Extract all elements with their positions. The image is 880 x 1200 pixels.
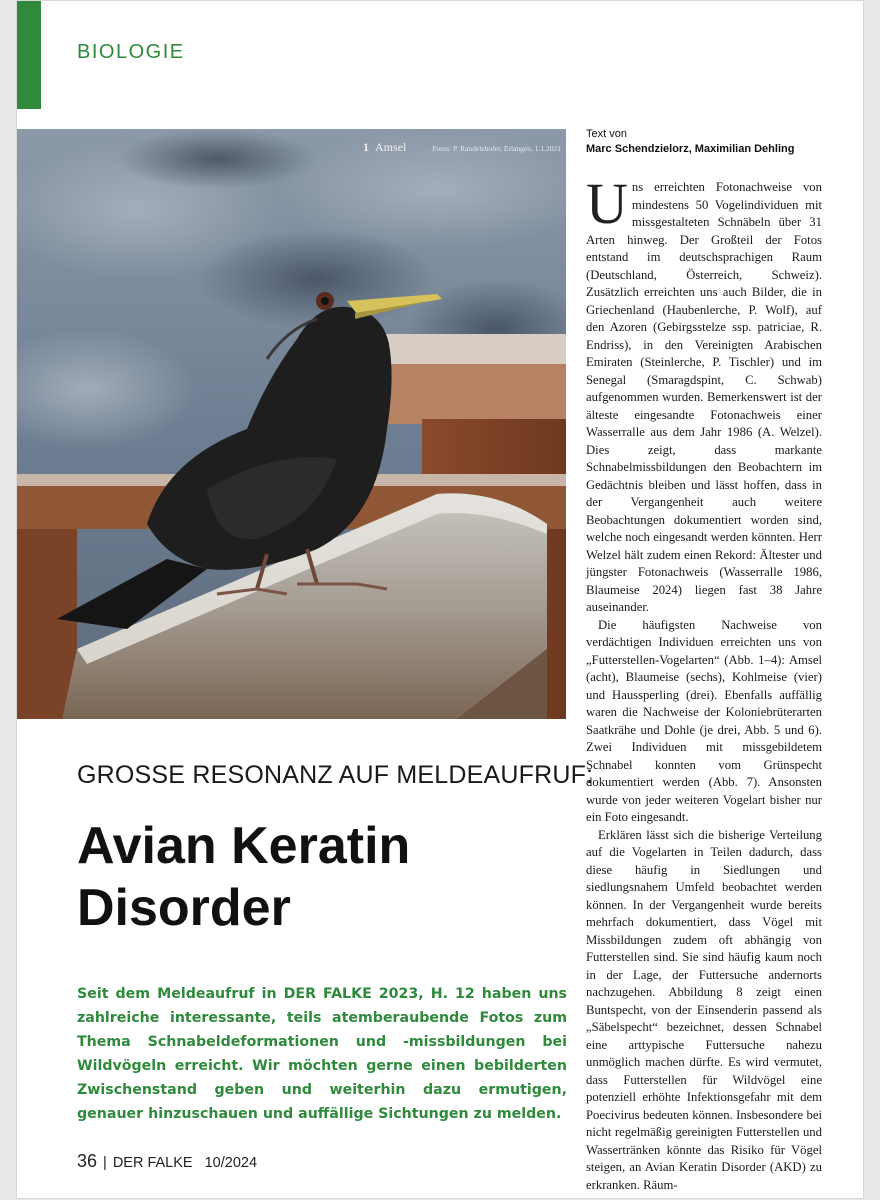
issue-number: 10/2024 xyxy=(204,1155,258,1171)
page-number: 36 xyxy=(77,1151,98,1171)
magazine-name: DER FALKE xyxy=(112,1155,193,1171)
magazine-page xyxy=(16,0,864,1199)
article-kicker: GROSSE RESONANZ AUF MELDEAUFRUF: xyxy=(77,761,594,789)
photo-credit: Fotos: P. Randelzhofer, Erlangen, 1.1.2021 xyxy=(432,144,561,153)
section-label: BIOLOGIE xyxy=(77,41,185,63)
paragraph-1 xyxy=(586,171,822,617)
article-lead: Seit dem Meldeaufruf in DER FALKE 2023, H. 12 haben uns zahlreiche interessante, teils atemberaubende Fotos zum Thema Schnabeldeformationen und -missbildungen bei Wildvögeln erreicht. Wir möchten gerne einen bebilderten Zwischenstand geben und weiterhin dazu ermutigen, genauer hinzuschauen und auffällige Sichtungen zu melden. xyxy=(77,986,567,1122)
paragraph-2: Die häufigsten Nachweise von verdächtigen Individuen erreichten uns von „Futterstellen-Vogelarten“ (Abb. 1–4): Amsel (acht), Blaumeise (sechs), Kohlmeise (vier) und Haussperling (drei). Ebenfalls auffällig waren die Nachweise der Koloniebrüterarten Saatkrähe und Dohle (je drei, Abb. 5 und 6). Zwei Individuen mit missgebildetem Schnabel konnten vom Grünspecht dokumentiert werden (Abb. 7). Ansonsten wurde von jeder weiteren Vogelart bisher nur ein Foto eingesandt. xyxy=(586,617,822,824)
blackbird-photo xyxy=(17,129,566,719)
blackbird-illustration xyxy=(17,129,566,719)
page-footer xyxy=(77,1151,257,1172)
footer-separator: | xyxy=(103,1155,107,1171)
title-line-2: Disorder xyxy=(77,879,291,937)
section-color-bar xyxy=(17,1,41,109)
figure-number: 1 xyxy=(363,140,369,154)
figure-caption: Amsel xyxy=(375,140,407,154)
article-title xyxy=(77,815,557,939)
dropcap: U xyxy=(586,171,628,236)
author-names: Marc Schendzielorz, Maximilian Dehling xyxy=(586,143,795,155)
paragraph-1-text: ns erreichten Fotonachweise von mindestens 50 Vogelindividuen mit missgestalteten Schnäbeln über 31 Arten hinweg. Der Großteil der Fotos entstand im deutschsprachigen Raum (Deutschland, Österreich, Schweiz). Zusätzlich erreichten uns auch Bilder, die in Griechenland (Haubenlerche, P. Wolf), auf den Azoren (Gebirgsstelze ssp. patriciae, R. Endriss), in den Vereinigten Arabischen Emiraten (Steinlerche, P. Tischler) und im Senegal (Smaragdspint, C. Schwab) aufgenommen wurden. Bemerkenswert ist der älteste eingesandte Fotonachweis einer Wasserralle aus dem Jahr 1986 (A. Welzel). Dies zeigt, dass markante Schnabelmissbildungen den Beobachtern im Gedächtnis bleiben und lässt hoffen, dass in der Vergangenheit auch weitere Beobachtungen dokumentiert worden sind, welche noch eingesandt werden könnten. Herr Welzel hält zudem einen Rekord: Ältester und jüngster Fotonachweis (Wasserralle 1986, Blaumeise 2024) liegen fast 38 Jahre auseinander. xyxy=(586,180,822,614)
byline xyxy=(586,127,846,157)
article-body xyxy=(586,171,822,1194)
paragraph-3: Erklären lässt sich die bisherige Verteilung auf die Vogelarten in Teilen dadurch, dass diese häufig in Siedlungen und siedlungsnahem Umfeld beobachtet werden können. In der Vergangenheit wurde bereits mehrfach dokumentiert, dass Vögel mit Missbildungen zudem oft abhängig von Futterstellen sind. Sie sind häufig kaum noch in der Lage, der Futtersuche andernorts nachzugehen. Abbildung 8 zeigt einen Buntspecht, von der Einsenderin passend als „Säbelspecht“ bezeichnet, dessen Schnabel eine arttypische Futtersuche nahezu unmöglich machen dürfte. Es wird vermutet, dass Futterstellen für Wildvögel eine potenziell erhöhte Infektionsgefahr mit dem Poecivirus bedeuten können. Insbesondere bei nicht regelmäßig gereinigten Futterstellen und Wassertränken könnte das Risiko für Vögel steigen, an Avian Keratin Disorder (AKD) zu erkranken. Räum- xyxy=(586,827,822,1192)
byline-prefix: Text von xyxy=(586,128,627,140)
title-line-1: Avian Keratin xyxy=(77,817,411,875)
photo-caption xyxy=(363,138,561,156)
